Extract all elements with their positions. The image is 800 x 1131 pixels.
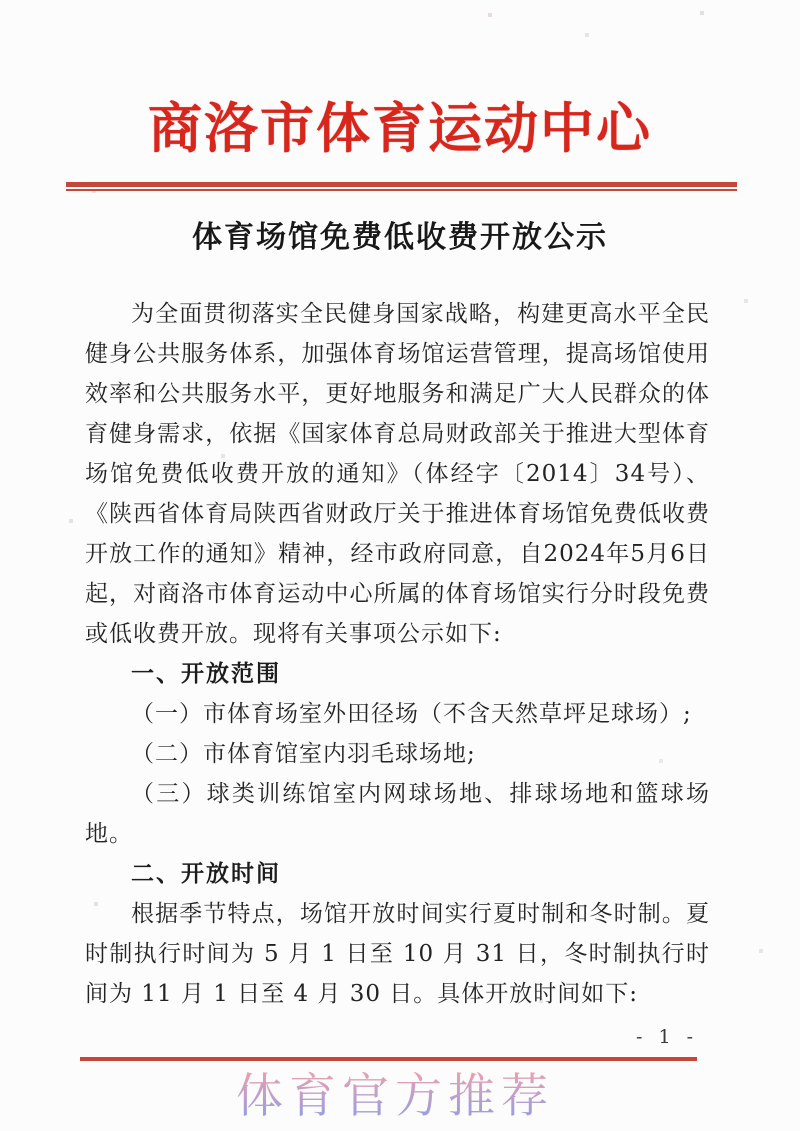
letterhead-org-name: 商洛市体育运动中心	[148, 96, 652, 160]
scan-speckles	[0, 0, 2, 2]
letterhead-divider-thick-line	[66, 182, 737, 187]
page-number: - 1 -	[636, 1026, 699, 1048]
footer-divider	[80, 1057, 697, 1061]
letterhead-divider	[66, 182, 737, 191]
watermark-text: 体育官方推荐	[236, 1059, 554, 1126]
document-body	[85, 294, 710, 1014]
section-1-item-3: （三）球类训练馆室内网球场地、排球场地和篮球场地。	[85, 781, 710, 847]
section-2-paragraph: 根据季节特点，场馆开放时间实行夏时制和冬时制。夏时制执行时间为 5 月 1 日至 10 月 31 日，冬时制执行时间为 11 月 1 日至 4 月 30 日。具体开放时间如下:	[85, 901, 710, 1007]
section-1-item-1: （一）市体育场室外田径场（不含天然草坪足球场）;	[131, 701, 692, 727]
section-2-heading: 二、开放时间	[131, 861, 281, 887]
section-1-item-2: （二）市体育馆室内羽毛球场地;	[131, 741, 476, 767]
section-1-heading: 一、开放范围	[131, 661, 281, 687]
letterhead-divider-thin-line	[66, 189, 737, 191]
intro-paragraph: 为全面贯彻落实全民健身国家战略，构建更高水平全民健身公共服务体系，加强体育场馆运营管理，提高场馆使用效率和公共服务水平，更好地服务和满足广大人民群众的体育健身需求，依据《国家体育总局财政部关于推进大型体育场馆免费低收费开放的通知》（体经字〔2014〕34号）、《陕西省体育局陕西省财政厅关于推进体育场馆免费低收费开放工作的通知》精神，经市政府同意，自2024年5月6日起，对商洛市体育运动中心所属的体育场馆实行分时段免费或低收费开放。现将有关事项公示如下:	[85, 301, 710, 647]
document-title: 体育场馆免费低收费开放公示	[192, 220, 608, 255]
